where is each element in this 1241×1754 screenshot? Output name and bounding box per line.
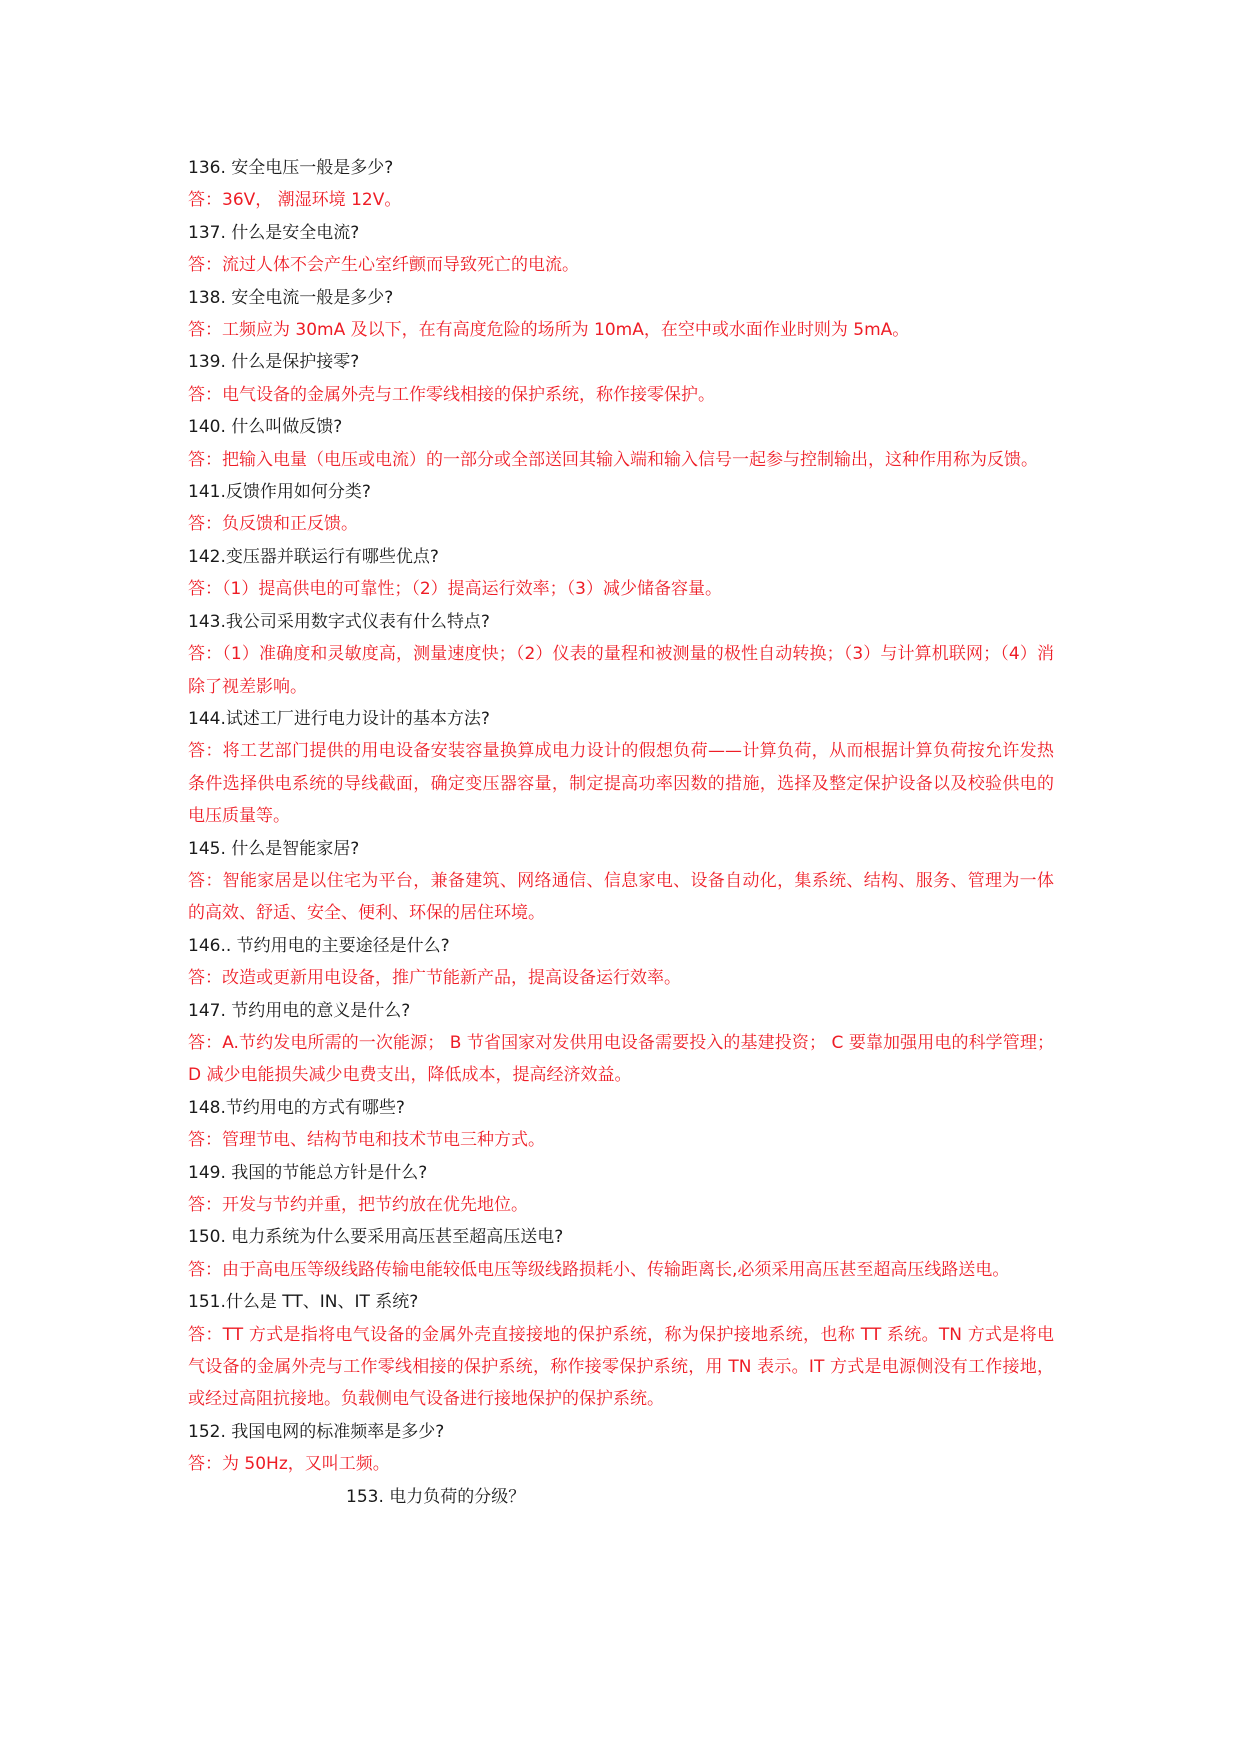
answer-text: 答：（1）准确度和灵敏度高，测量速度快；（2）仪表的量程和被测量的极性自动转换；（3）与计算机联网；（4）消除了视差影响。 <box>188 644 1054 697</box>
question-text: 146.. 节约用电的主要途径是什么? <box>188 935 450 956</box>
answer-text: 答：开发与节约并重，把节约放在优先地位。 <box>188 1195 528 1215</box>
answer-text: 答：A.节约发电所需的一次能源； B 节省国家对发供用电设备需要投入的基建投资； C 要靠加强用电的科学管理；D 减少电能损失减少电费支出，降低成本，提高经济效益。 <box>188 1032 1054 1086</box>
answer-text: 答：智能家居是以住宅为平台，兼备建筑、网络通信、信息家电、设备自动化，集系统、结构、服务、管理为一体的高效、舒适、安全、便利、环保的居住环境。 <box>188 870 1054 924</box>
question-text: 138. 安全电流一般是多少? <box>188 287 394 308</box>
question-text: 136. 安全电压一般是多少? <box>188 158 394 178</box>
answer-text: 答：改造或更新用电设备，推广节能新产品，提高设备运行效率。 <box>188 968 681 989</box>
question-text: 139. 什么是保护接零? <box>188 352 360 373</box>
answer-text: 答：把输入电量（电压或电流）的一部分或全部送回其输入端和输入信号一起参与控制输出，这种作用称为反馈。 <box>188 449 1038 470</box>
answer-text: 答：由于高电压等级线路传输电能较低电压等级线路损耗小、传输距离长,必须采用高压甚至超高压线路送电。 <box>188 1259 1010 1280</box>
answer-text: 答：管理节电、结构节电和技术节电三种方式。 <box>188 1130 545 1151</box>
question-text: 144.试述工厂进行电力设计的基本方法? <box>188 708 490 729</box>
question-text: 149. 我国的节能总方针是什么? <box>188 1162 428 1183</box>
question-text: 142.变压器并联运行有哪些优点? <box>188 546 439 567</box>
question-text: 141.反馈作用如何分类? <box>188 482 371 503</box>
answer-text: 答：（1）提高供电的可靠性；（2）提高运行效率；（3）减少储备容量。 <box>188 579 722 600</box>
question-text: 150. 电力系统为什么要采用高压甚至超高压送电? <box>188 1227 564 1248</box>
answer-text: 答：为 50Hz，又叫工频。 <box>188 1454 390 1475</box>
answer-text: 答：工频应为 30mA 及以下，在有高度危险的场所为 10mA，在空中或水面作业时则为 5mA。 <box>188 320 910 341</box>
answer-text: 答：将工艺部门提供的用电设备安装容量换算成电力设计的假想负荷——计算负荷，从而根据计算负荷按允许发热条件选择供电系统的导线截面，确定变压器容量，制定提高功率因数的措施，选择及整定保护设备以及校验供电的电压质量等。 <box>188 741 1054 827</box>
question-text: 151.什么是 TT、IN、IT 系统? <box>188 1292 419 1313</box>
question-text: 137. 什么是安全电流? <box>188 222 360 243</box>
question-text: 148.节约用电的方式有哪些? <box>188 1097 405 1118</box>
qa-content <box>188 152 1054 1513</box>
answer-text: 答：36V， 潮湿环境 12V。 <box>188 190 402 211</box>
answer-text: 答：TT 方式是指将电气设备的金属外壳直接接地的保护系统，称为保护接地系统，也称 TT 系统。TN 方式是将电气设备的金属外壳与工作零线相接的保护系统，称作接零保护系统，用 TN 表示。IT 方式是电源侧没有工作接地，或经过高阻抗接地。负载侧电气设备进行接地保护的保护系统。 <box>188 1324 1054 1410</box>
question-text: 145. 什么是智能家居? <box>188 838 360 859</box>
answer-text: 答：流过人体不会产生心室纤颤而导致死亡的电流。 <box>188 255 579 276</box>
question-text: 143.我公司采用数字式仪表有什么特点? <box>188 611 490 632</box>
question-text: 140. 什么叫做反馈? <box>188 417 343 438</box>
question-text: 153. 电力负荷的分级？ <box>346 1486 526 1507</box>
answer-text: 答：电气设备的金属外壳与工作零线相接的保护系统，称作接零保护。 <box>188 384 715 405</box>
question-text: 152. 我国电网的标准频率是多少? <box>188 1421 445 1442</box>
answer-text: 答：负反馈和正反馈。 <box>188 514 358 535</box>
question-text: 147. 节约用电的意义是什么? <box>188 1000 411 1021</box>
